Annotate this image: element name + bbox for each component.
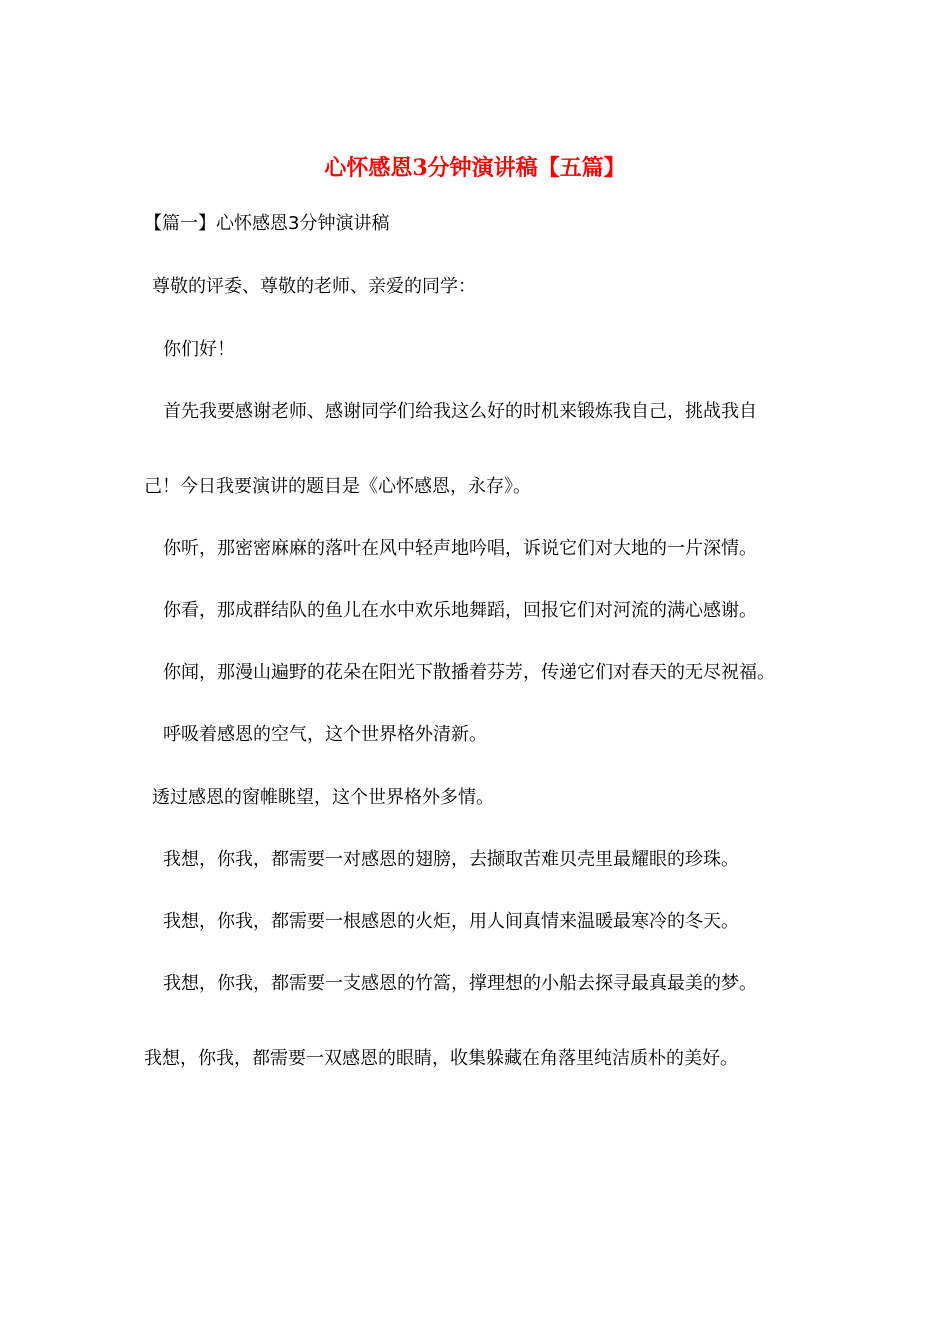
paragraph-line: 你闻，那漫山遍野的花朵在阳光下散播着芬芳，传递它们对春天的无尽祝福。: [163, 662, 775, 683]
section-heading: 【篇一】心怀感恩3分钟演讲稿: [144, 213, 390, 234]
paragraph-line: 你们好！: [163, 339, 235, 360]
paragraph-line: 我想，你我，都需要一支感恩的竹篙，撑理想的小船去探寻最真最美的梦。: [163, 973, 757, 994]
paragraph-line: 己！今日我要演讲的题目是《心怀感恩，永存》。: [144, 476, 531, 497]
paragraph-line: 你看，那成群结队的鱼儿在水中欢乐地舞蹈，回报它们对河流的满心感谢。: [163, 600, 757, 621]
paragraph-line: 我想，你我，都需要一对感恩的翅膀，去撷取苦难贝壳里最耀眼的珍珠。: [163, 849, 739, 870]
document-title: 心怀感恩3分钟演讲稿【五篇】: [324, 155, 626, 181]
paragraph-line: 我想，你我，都需要一双感恩的眼睛，收集躲藏在角落里纯洁质朴的美好。: [144, 1048, 738, 1069]
paragraph-line: 我想，你我，都需要一根感恩的火炬，用人间真情来温暖最寒冷的冬天。: [163, 911, 739, 932]
paragraph-line: 首先我要感谢老师、感谢同学们给我这么好的时机来锻炼我自己，挑战我自: [163, 401, 757, 422]
paragraph-line: 尊敬的评委、尊敬的老师、亲爱的同学：: [152, 276, 476, 297]
paragraph-line: 你听，那密密麻麻的落叶在风中轻声地吟唱，诉说它们对大地的一片深情。: [163, 538, 757, 559]
paragraph-line: 透过感恩的窗帷眺望，这个世界格外多情。: [152, 787, 494, 808]
paragraph-line: 呼吸着感恩的空气，这个世界格外清新。: [163, 724, 487, 745]
